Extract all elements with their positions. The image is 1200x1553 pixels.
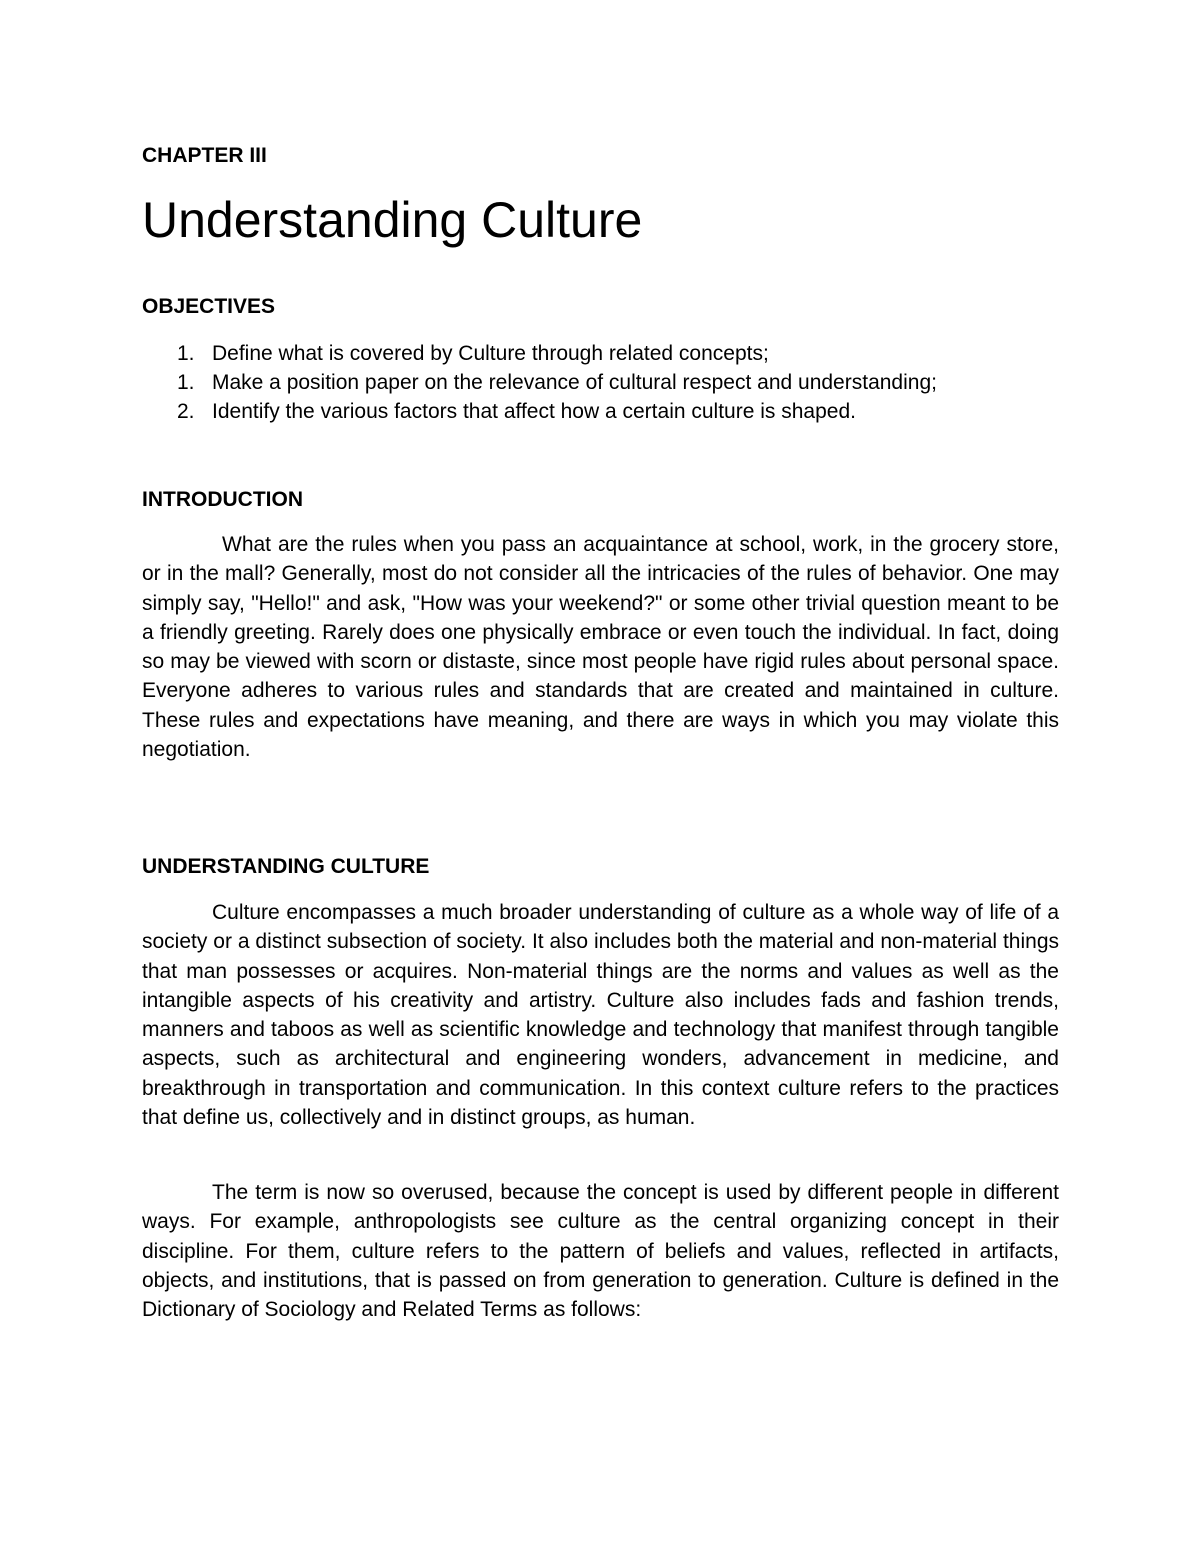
understanding-culture-paragraph-1: Culture encompasses a much broader understanding of culture as a whole way of life of a society or a distinct subsection of society. It also includes both the material and non-material things that man possesses or acquires. Non-material things are the norms and values as well as the intangible aspects of his creativity and artistry. Culture also includes fads and fashion trends, manners and taboos as well as scientific knowledge and technology that manifest through tangible aspects, such as architectural and engineering wonders, advancement in medicine, and breakthrough in transportation and communication. In this context culture refers to the practices that define us, collectively and in distinct groups, as human. <box>142 901 1059 1130</box>
page-title: Understanding Culture <box>142 192 643 248</box>
objectives-heading: OBJECTIVES <box>142 295 276 318</box>
list-item-text: Define what is covered by Culture through related concepts; <box>212 342 769 365</box>
list-item <box>142 339 1059 368</box>
list-item <box>142 397 1059 426</box>
list-item <box>142 368 1059 397</box>
understanding-culture-heading: UNDERSTANDING CULTURE <box>142 855 430 878</box>
objectives-list <box>142 339 1059 426</box>
chapter-label: CHAPTER III <box>142 144 267 167</box>
list-item-text: Identify the various factors that affect how a certain culture is shaped. <box>212 400 856 423</box>
introduction-heading: INTRODUCTION <box>142 488 303 511</box>
list-item-number: 2. <box>177 400 195 423</box>
understanding-culture-paragraph-2: The term is now so overused, because the concept is used by different people in different ways. For example, anthropologists see culture as the central organizing concept in their discipline. For them, culture refers to the pattern of beliefs and values, reflected in artifacts, objects, and institutions, that is passed on from generation to generation. Culture is defined in the Dictionary of Sociology and Related Terms as follows: <box>142 1181 1059 1322</box>
list-item-number: 1. <box>177 371 195 394</box>
introduction-paragraph: What are the rules when you pass an acquaintance at school, work, in the grocery store, or in the mall? Generally, most do not consider all the intricacies of the rules of behavior. One may simply say, "Hello!" and ask, "How was your weekend?" or some other trivial question meant to be a friendly greeting. Rarely does one physically embrace or even touch the individual. In fact, doing so may be viewed with scorn or distaste, since most people have rigid rules about personal space. Everyone adheres to various rules and standards that are created and maintained in culture. These rules and expectations have meaning, and there are ways in which you may violate this negotiation. <box>142 533 1059 762</box>
list-item-text: Make a position paper on the relevance of cultural respect and understanding; <box>212 371 937 394</box>
list-item-number: 1. <box>177 342 195 365</box>
